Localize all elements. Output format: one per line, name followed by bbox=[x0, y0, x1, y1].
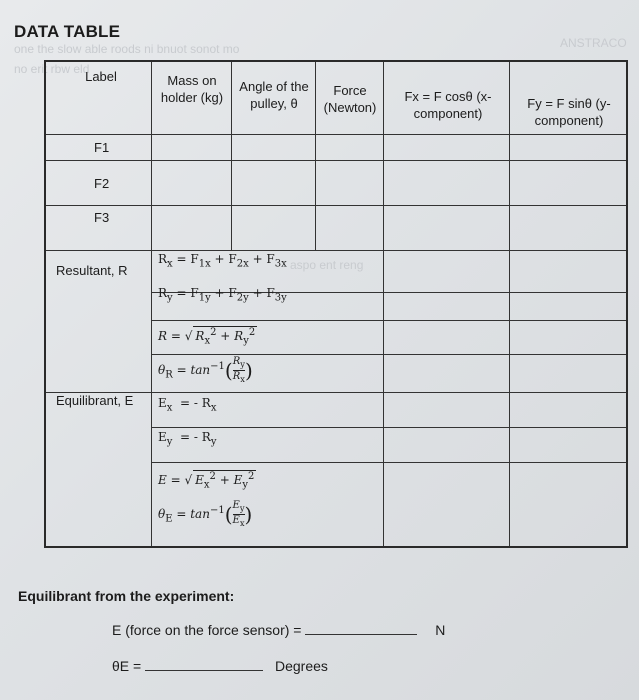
row-divider bbox=[46, 160, 626, 161]
bleed-through-text: one the slow able roods ni bnuot sonot mo bbox=[14, 42, 240, 56]
row-divider bbox=[46, 205, 626, 206]
row-label-resultant: Resultant, R bbox=[56, 263, 128, 278]
header-force: Force (Newton) bbox=[323, 83, 377, 115]
bleed-through-text: aspo ent reng bbox=[290, 258, 364, 272]
formula-ey: $E_y$ = - $R_y$ bbox=[158, 430, 217, 448]
header-mass: Mass on holder (kg) bbox=[160, 73, 224, 105]
header-fy: Fy = F sinθ (y-component) bbox=[527, 96, 611, 128]
row-divider bbox=[151, 427, 626, 428]
header-fx: Fx = F cosθ (x-component) bbox=[404, 89, 492, 121]
row-label-f2: F2 bbox=[94, 176, 110, 191]
row-divider bbox=[46, 134, 626, 135]
formula-theta-e: $\theta_E = \tan^{-1}$( $\frac{E_y}{E_x}$ ) bbox=[158, 500, 253, 528]
row-divider bbox=[151, 320, 626, 321]
formula-r: R = √ $R_x^2 + R_y^2$ bbox=[158, 327, 256, 347]
page-title: DATA TABLE bbox=[14, 22, 121, 41]
formula-ry: $R_y = F_{1y} + F_{2y} + F_{3y}$ bbox=[158, 286, 287, 304]
row-label-f1: F1 bbox=[94, 140, 110, 155]
force-question bbox=[112, 622, 445, 638]
column-divider bbox=[315, 62, 316, 250]
formula-e: E = √ $E_x^2 + E_y^2$ bbox=[158, 471, 255, 491]
bleed-through-text: no erit rbw eld bbox=[14, 62, 90, 76]
row-divider bbox=[46, 250, 626, 251]
column-divider bbox=[231, 62, 232, 250]
header-angle: Angle of the pulley, θ bbox=[239, 79, 309, 111]
row-divider bbox=[151, 354, 626, 355]
header-label: Label bbox=[85, 69, 117, 84]
row-label-f3: F3 bbox=[94, 210, 110, 225]
force-label: E (force on the force sensor) = bbox=[112, 622, 302, 638]
angle-answer-blank[interactable] bbox=[145, 670, 263, 671]
bleed-through-stamp: ANSTRACO bbox=[560, 36, 627, 50]
data-table bbox=[44, 60, 628, 548]
formula-rx: $R_x = F_{1x} + F_{2x} + F_{3x}$ bbox=[158, 252, 287, 270]
formula-ex: $E_x$ = - $R_x$ bbox=[158, 396, 217, 414]
experiment-heading: Equilibrant from the experiment: bbox=[18, 588, 235, 604]
row-divider bbox=[151, 462, 626, 463]
angle-unit: Degrees bbox=[274, 658, 328, 674]
angle-label: θE = bbox=[112, 658, 142, 674]
angle-question bbox=[112, 658, 328, 674]
row-label-equilibrant: Equilibrant, E bbox=[56, 393, 134, 408]
formula-theta-r: $\theta_R = \tan^{-1}$( $\frac{R_y}{R_x}$ ) bbox=[158, 356, 253, 384]
force-answer-blank[interactable] bbox=[305, 634, 417, 635]
force-unit: N bbox=[435, 622, 446, 638]
